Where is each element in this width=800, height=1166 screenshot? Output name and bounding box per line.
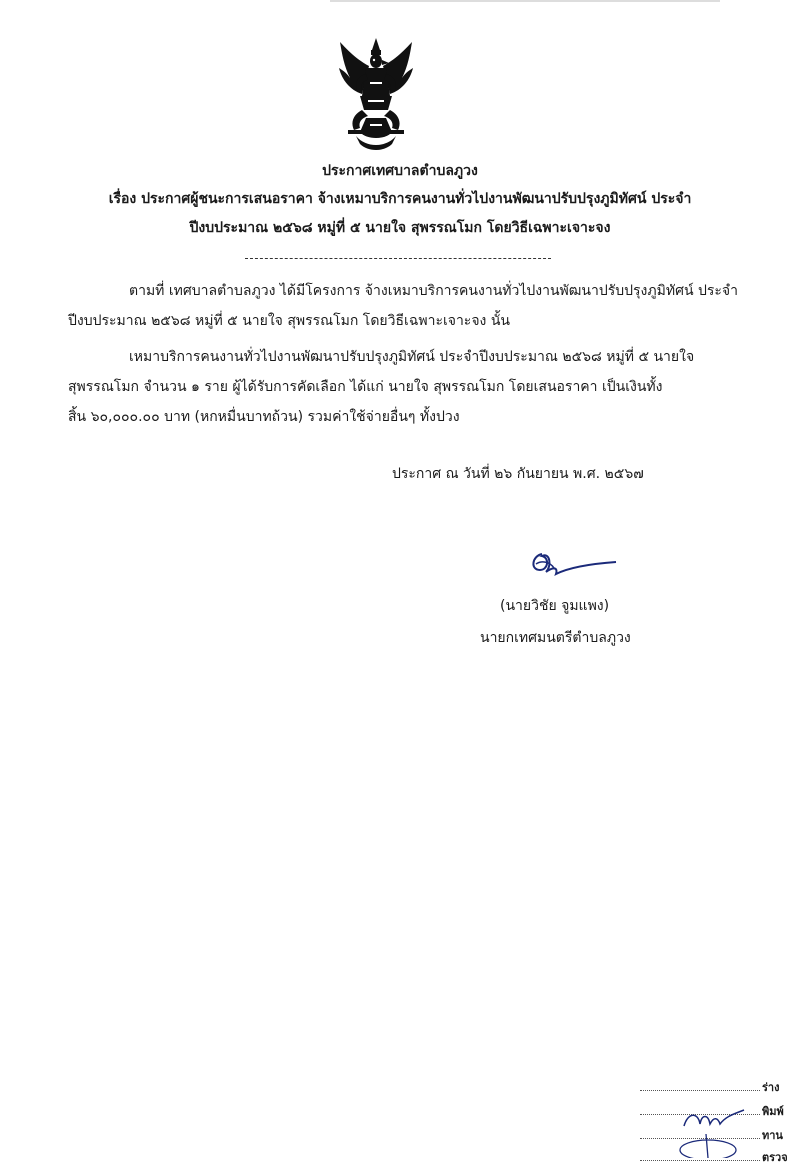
- cert-draft: [640, 1078, 779, 1096]
- divider: [245, 258, 551, 259]
- paragraph1-line2: ปีงบประมาณ ๒๕๖๘ หมู่ที่ ๕ นายใจ สุพรรณโมก โดยวิธีเฉพาะเจาะจง นั้น: [68, 313, 510, 329]
- subject-line-2: ปีงบประมาณ ๒๕๖๘ หมู่ที่ ๕ นายใจ สุพรรณโมก โดยวิธีเฉพาะเจาะจง: [189, 220, 611, 236]
- signatory-position: นายกเทศมนตรีตำบลภูวง: [480, 630, 631, 646]
- paragraph2-line3: สิ้น ๖๐,๐๐๐.๐๐ บาท (หกหมื่นบาทถ้วน) รวมค่าใช้จ่ายอื่นๆ ทั้งปวง: [68, 409, 460, 425]
- signature-mark: [528, 548, 618, 582]
- cert-typed-label: พิมพ์: [762, 1105, 784, 1118]
- signatory-name: (นายวิชัย จูมแพง): [500, 598, 610, 614]
- announcement-date: ประกาศ ณ วันที่ ๒๖ กันยายน พ.ศ. ๒๕๖๗: [392, 466, 644, 482]
- cert-check-label: ตรวจ: [762, 1151, 788, 1164]
- paragraph2-line2: สุพรรณโมก จำนวน ๑ ราย ผู้ได้รับการคัดเลือก ได้แก่ นายใจ สุพรรณโมก โดยเสนอราคา เป็นเงินทั้ง: [68, 379, 663, 395]
- subject-line-1: เรื่อง ประกาศผู้ชนะการเสนอราคา จ้างเหมาบริการคนงานทั่วไปงานพัฒนาปรับปรุงภูมิทัศน์ ประจำ: [108, 191, 692, 207]
- announcement-org: ประกาศเทศบาลตำบลภูวง: [322, 163, 478, 179]
- cert-review-label: ทาน: [762, 1129, 783, 1142]
- scan-edge: [330, 0, 720, 2]
- cert-draft-label: ร่าง: [762, 1081, 780, 1094]
- garuda-emblem: [336, 36, 416, 154]
- paragraph1-line1: ตามที่ เทศบาลตำบลภูวง ได้มีโครงการ จ้างเหมาบริการคนงานทั่วไปงานพัฒนาปรับปรุงภูมิทัศน์ ประจำ: [129, 283, 738, 299]
- paragraph2-line1: เหมาบริการคนงานทั่วไปงานพัฒนาปรับปรุงภูมิทัศน์ ประจำปีงบประมาณ ๒๕๖๘ หมู่ที่ ๕ นายใจ: [129, 349, 695, 365]
- initials-mark: [678, 1098, 748, 1158]
